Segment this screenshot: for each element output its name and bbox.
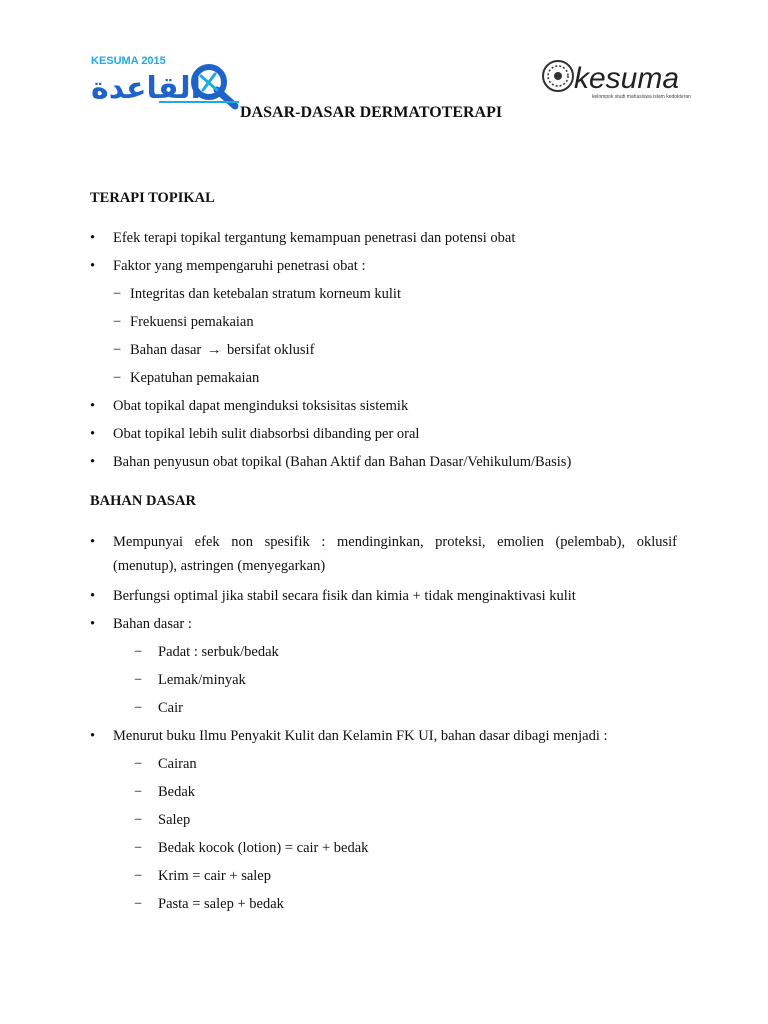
list-item: Obat topikal dapat menginduksi toksisitas sistemik xyxy=(113,398,409,414)
sub-list-item: Lemak/minyak xyxy=(158,672,246,688)
list-item-continuation: (menutup), astringen (menyegarkan) xyxy=(113,558,326,574)
sub-list-item: Frekuensi pemakaian xyxy=(130,314,254,330)
bullet-marker: • xyxy=(90,534,96,550)
section-heading-bahan-dasar: BAHAN DASAR xyxy=(90,493,196,509)
dash-marker: − xyxy=(134,672,143,688)
sub-list-item: Krim = cair + salep xyxy=(158,868,271,884)
kesuma-logo xyxy=(540,46,691,106)
dash-marker: − xyxy=(134,700,143,716)
sub-list-item: Kepatuhan pemakaian xyxy=(130,370,260,386)
bullet-marker: • xyxy=(90,616,96,632)
bullet-marker: • xyxy=(90,230,96,246)
sub-list-item-label: Bahan dasar xyxy=(130,342,202,358)
logo-event-text: KESUMA 2015 xyxy=(91,55,166,67)
page-title: DASAR-DASAR DERMATOTERAPI xyxy=(240,104,503,121)
sub-list-item: Bedak kocok (lotion) = cair + bedak xyxy=(158,840,369,856)
sub-list-item: Cair xyxy=(158,700,183,716)
list-item: Bahan dasar : xyxy=(113,616,192,632)
section-heading-terapi-topikal: TERAPI TOPIKAL xyxy=(90,190,215,206)
dash-marker: − xyxy=(134,644,143,660)
bullet-marker: • xyxy=(90,588,96,604)
dash-marker: − xyxy=(113,370,122,386)
list-item: Faktor yang mempengaruhi penetrasi obat : xyxy=(113,258,366,274)
sub-list-item xyxy=(130,342,314,359)
list-item: Mempunyai efek non spesifik : mendinginkan, proteksi, emolien (pelembab), oklusif xyxy=(113,534,677,550)
dash-marker: − xyxy=(134,896,143,912)
kesuma-2015-logo xyxy=(89,50,241,108)
sub-list-item: Padat : serbuk/bedak xyxy=(158,644,279,660)
dash-marker: − xyxy=(134,784,143,800)
dash-marker: − xyxy=(113,286,122,302)
list-item: Berfungsi optimal jika stabil secara fisik dan kimia + tidak menginaktivasi kulit xyxy=(113,588,576,604)
logo-arabic-text: القاعدة xyxy=(91,71,201,106)
list-item: Bahan penyusun obat topikal (Bahan Aktif dan Bahan Dasar/Vehikulum/Basis) xyxy=(113,454,572,470)
list-item: Efek terapi topikal tergantung kemampuan penetrasi dan potensi obat xyxy=(113,230,516,246)
arrow-icon: → xyxy=(206,342,222,358)
dash-marker: − xyxy=(134,812,143,828)
list-item: Obat topikal lebih sulit diabsorbsi dibanding per oral xyxy=(113,426,420,442)
logo-tagline-text: kelompok studi mahasiswa islam kedokteran xyxy=(592,94,691,100)
sub-list-item-detail: bersifat oklusif xyxy=(227,342,315,358)
sub-list-item: Cairan xyxy=(158,756,197,772)
bullet-marker: • xyxy=(90,454,96,470)
dash-marker: − xyxy=(134,840,143,856)
sub-list-item: Integritas dan ketebalan stratum korneum kulit xyxy=(130,286,401,302)
dash-marker: − xyxy=(134,868,143,884)
logo-name-text: kesuma xyxy=(574,62,680,95)
list-item: Menurut buku Ilmu Penyakit Kulit dan Kelamin FK UI, bahan dasar dibagi menjadi : xyxy=(113,728,608,744)
bullet-marker: • xyxy=(90,398,96,414)
bullet-marker: • xyxy=(90,426,96,442)
sub-list-item: Pasta = salep + bedak xyxy=(158,896,284,912)
bullet-marker: • xyxy=(90,728,96,744)
dash-marker: − xyxy=(134,756,143,772)
dash-marker: − xyxy=(113,342,122,358)
sub-list-item: Bedak xyxy=(158,784,196,800)
bullet-marker: • xyxy=(90,258,96,274)
dash-marker: − xyxy=(113,314,122,330)
sub-list-item: Salep xyxy=(158,812,191,828)
